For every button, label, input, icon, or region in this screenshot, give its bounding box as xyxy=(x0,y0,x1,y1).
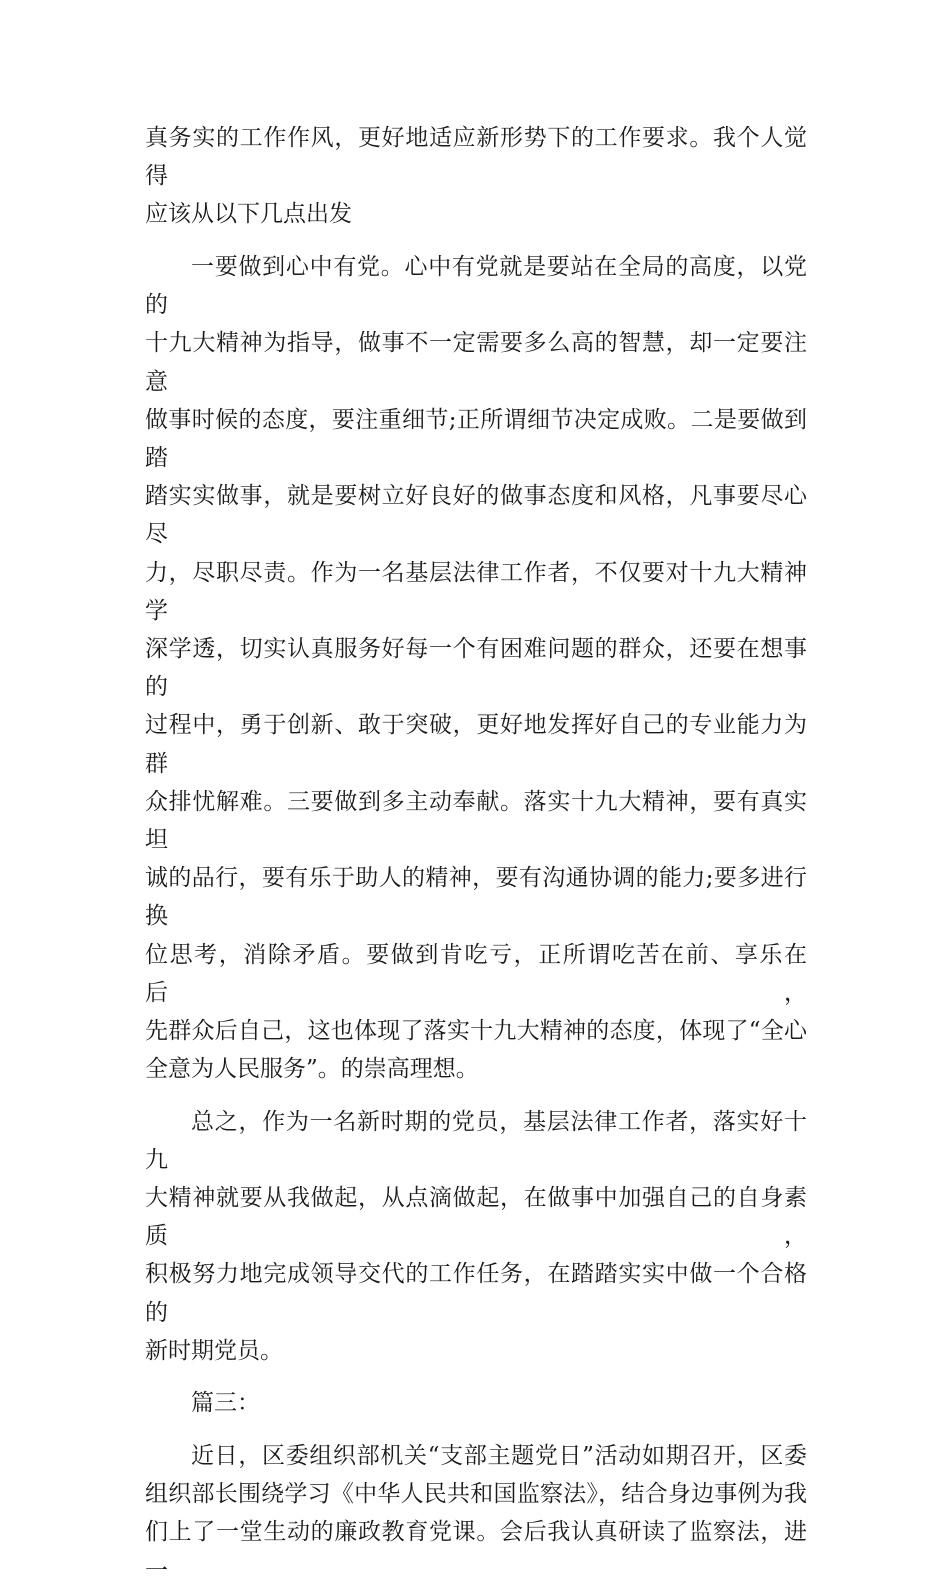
paragraph xyxy=(145,119,807,234)
text-line: 位思考，消除矛盾。要做到肯吃亏，正所谓吃苦在前、享乐在后， xyxy=(145,941,807,1006)
text-line: 众排忧解难。三要做到多主动奉献。落实十九大精神，要有真实坦 xyxy=(145,788,807,853)
text-line: 篇三： xyxy=(191,1390,260,1417)
text-line: 一要做到心中有党。心中有党就是要站在全局的高度，以党的 xyxy=(145,253,807,319)
text-line: 力，尽职尽责。作为一名基层法律工作者，不仅要对十九大精神学 xyxy=(145,559,807,624)
text-line: 新时期党员。 xyxy=(145,1337,283,1364)
paragraph xyxy=(145,1103,807,1370)
text-line: 总之，作为一名新时期的党员，基层法律工作者，落实好十九 xyxy=(145,1108,807,1173)
text-line: 大精神就要从我做起，从点滴做起，在做事中加强自己的自身素质， xyxy=(145,1185,807,1250)
text-line: 过程中，勇于创新、敢于突破，更好地发挥好自己的专业能力为群 xyxy=(145,712,807,777)
document-body xyxy=(145,119,807,1590)
text-line: 近日，区委组织部机关“支部主题党日”活动如期召开，区委 xyxy=(191,1442,807,1469)
text-line: 踏实实做事，就是要树立好良好的做事态度和风格，凡事要尽心尽 xyxy=(145,483,807,548)
text-line: 先群众后自己，这也体现了落实十九大精神的态度，体现了“全心 xyxy=(145,1017,807,1044)
text-line: 积极努力地完成领导交代的工作任务，在踏踏实实中做一个合格的 xyxy=(145,1261,807,1326)
paragraph xyxy=(145,248,807,1088)
text-line: 组织部长围绕学习《中华人民共和国监察法》，结合身边事例为我 xyxy=(145,1481,807,1508)
text-line: 十九大精神为指导，做事不一定需要多么高的智慧，却一定要注意 xyxy=(145,330,807,395)
paragraph xyxy=(145,1437,807,1590)
paragraph xyxy=(145,1384,807,1422)
text-line: 深学透，切实认真服务好每一个有困难问题的群众，还要在想事的 xyxy=(145,635,807,701)
text-line: 应该从以下几点出发 xyxy=(145,201,352,228)
text-line: 全意为人民服务”。的崇高理想。 xyxy=(145,1056,479,1083)
text-line: 们上了一堂生动的廉政教育党课。会后我认真研读了监察法，进一 xyxy=(145,1519,807,1584)
text-line: 真务实的工作作风，更好地适应新形势下的工作要求。我个人觉得 xyxy=(145,125,807,190)
text-line: 做事时候的态度，要注重细节;正所谓细节决定成败。二是要做到踏 xyxy=(145,406,807,471)
text-line: 诚的品行，要有乐于助人的精神，要有沟通协调的能力;要多进行换 xyxy=(145,865,807,930)
